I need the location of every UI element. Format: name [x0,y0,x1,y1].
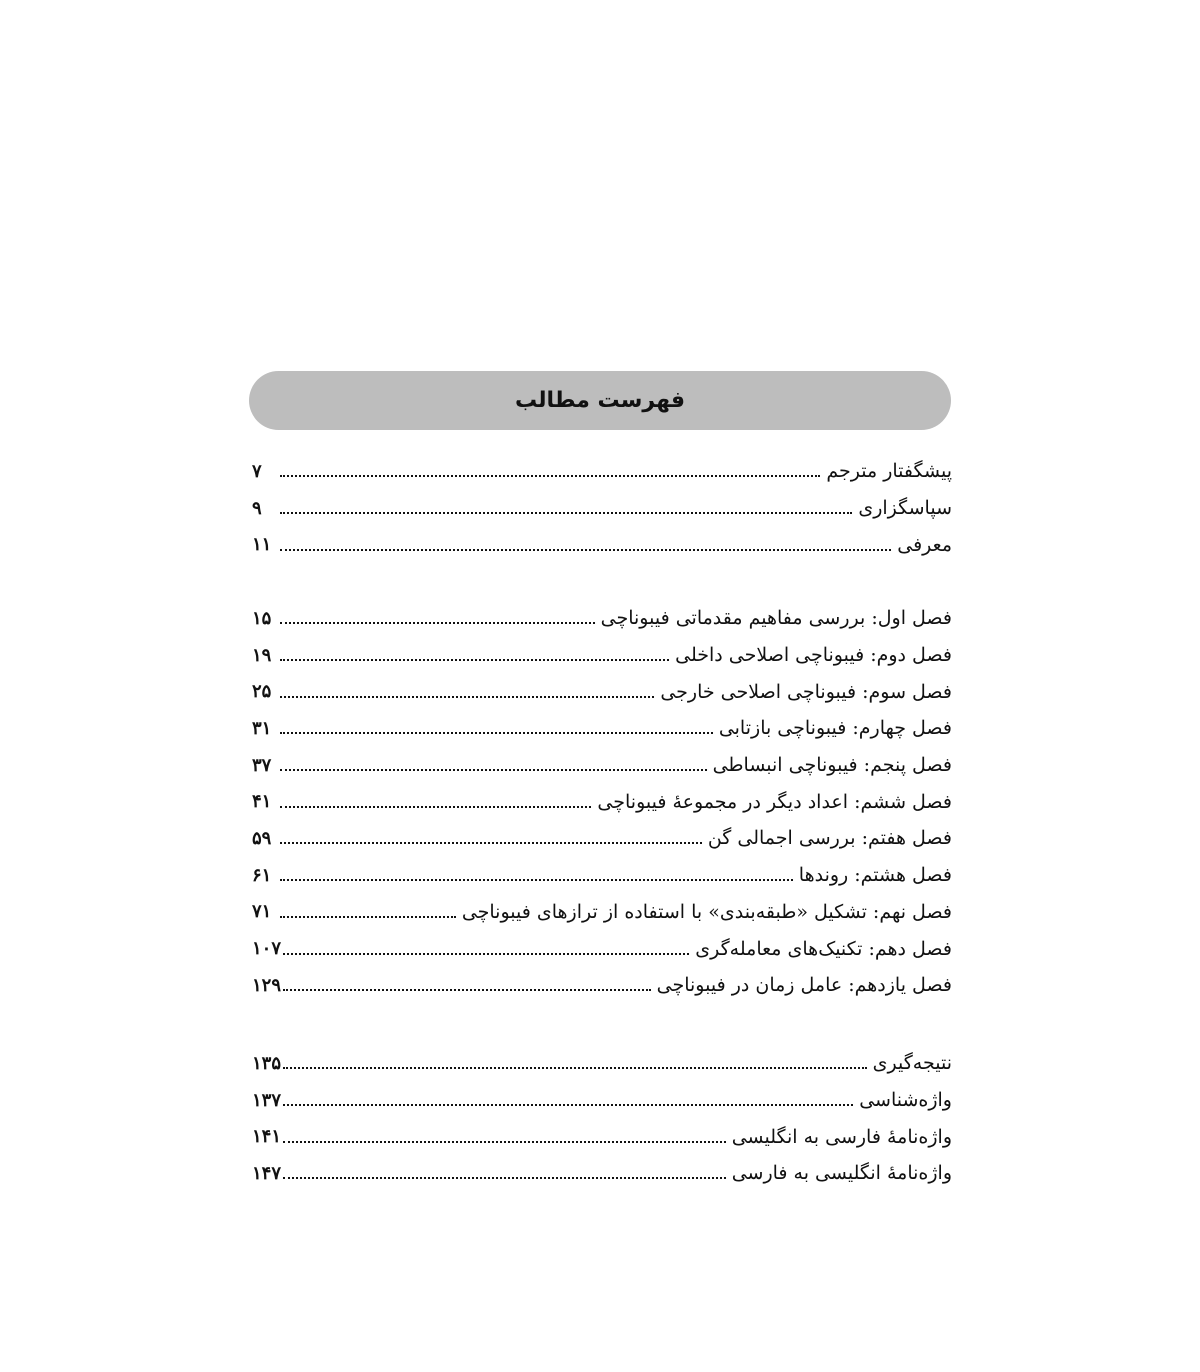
toc-entry-label: واژه‌شناسی [859,1089,952,1112]
toc-leader-dots [280,549,891,551]
toc-leader-dots [283,953,689,955]
toc-entry[interactable] [252,930,952,967]
toc-entry-page: ۹ [252,497,262,519]
toc-leader-dots [280,475,820,477]
toc-entry-label: پیشگفتار مترجم [826,460,952,483]
toc-entry-label: واژه‌نامهٔ فارسی به انگلیسی [731,1125,952,1148]
toc-entry[interactable] [252,453,952,490]
toc-leader-dots [280,916,456,918]
toc-entry-label: فصل ششم: اعداد دیگر در مجموعهٔ فیبوناچی [597,790,952,813]
toc-entry-label: فصل نهم: تشکیل «طبقه‌بندی» با استفاده از ترازهای فیبوناچی [461,900,952,923]
toc-title-bar [249,371,951,430]
toc-entry-page: ۷ [252,460,262,482]
toc-entry-page: ۳۱ [252,717,272,739]
toc-entry-label: معرفی [897,533,952,556]
toc-entry-page: ۱۹ [252,644,272,666]
toc-back-matter [252,1045,952,1192]
toc-entry[interactable] [252,820,952,857]
toc-leader-dots [283,1141,726,1143]
toc-leader-dots [283,1177,726,1179]
toc-entry-page: ۲۵ [252,681,272,703]
toc-entry[interactable] [252,783,952,820]
toc-entry-page: ۷۱ [252,901,272,923]
toc-entry-label: فصل چهارم: فیبوناچی بازتابی [718,717,952,740]
toc-entry[interactable] [252,894,952,931]
toc-title: فهرست مطالب [514,388,686,413]
toc-leader-dots [280,659,669,661]
toc-entry-label: فصل هشتم: روندها [798,864,952,887]
toc-entry[interactable] [252,1082,952,1119]
toc-leader-dots [280,512,852,514]
toc-entry-label: فصل دوم: فیبوناچی اصلاحی داخلی [675,644,952,667]
toc-entry-page: ۱۱ [252,534,272,556]
toc-entry-page: ۱۰۷ [252,938,282,960]
toc-entry-label: فصل هفتم: بررسی اجمالی گن [707,827,952,850]
toc-entry-page: ۵۹ [252,827,272,849]
toc-leader-dots [280,732,713,734]
toc-entry-label: نتیجه‌گیری [872,1052,952,1075]
toc-entry-page: ۳۷ [252,754,272,776]
toc-leader-dots [283,1104,853,1106]
toc-entry-page: ۱۳۷ [252,1089,282,1111]
toc-leader-dots [280,806,591,808]
toc-entry-label: فصل سوم: فیبوناچی اصلاحی خارجی [660,680,952,703]
toc-entry-page: ۱۴۷ [252,1162,282,1184]
toc-entry[interactable] [252,1045,952,1082]
toc-entry[interactable] [252,600,952,637]
toc-entry-page: ۱۲۹ [252,974,282,996]
toc-entry[interactable] [252,710,952,747]
toc-entry-label: فصل دهم: تکنیک‌های معامله‌گری [695,937,952,960]
toc-leader-dots [283,1067,867,1069]
toc-front-matter [252,453,952,563]
toc-entry[interactable] [252,1118,952,1155]
toc-chapters [252,600,952,1004]
toc-entry-label: سپاسگزاری [858,497,952,520]
toc-entry[interactable] [252,857,952,894]
toc-entry-label: فصل اول: بررسی مفاهیم مقدماتی فیبوناچی [600,607,952,630]
toc-entry-label: فصل پنجم: فیبوناچی انبساطی [712,754,952,777]
toc-entry[interactable] [252,637,952,674]
toc-entry-page: ۶۱ [252,864,272,886]
toc-leader-dots [280,879,793,881]
toc-entry-page: ۴۱ [252,791,272,813]
toc-entry-label: واژه‌نامهٔ انگلیسی به فارسی [731,1162,952,1185]
toc-entry[interactable] [252,490,952,527]
toc-entry-page: ۱۴۱ [252,1126,282,1148]
toc-leader-dots [280,696,654,698]
toc-entry[interactable] [252,967,952,1004]
toc-entry-page: ۱۵ [252,607,272,629]
toc-leader-dots [280,842,702,844]
toc-entry[interactable] [252,526,952,563]
toc-entry[interactable] [252,673,952,710]
toc-entry-page: ۱۳۵ [252,1052,282,1074]
toc-entry[interactable] [252,1155,952,1192]
toc-entry[interactable] [252,747,952,784]
toc-leader-dots [280,769,707,771]
toc-leader-dots [280,622,595,624]
toc-leader-dots [283,989,651,991]
toc-entry-label: فصل یازدهم: عامل زمان در فیبوناچی [656,974,952,997]
